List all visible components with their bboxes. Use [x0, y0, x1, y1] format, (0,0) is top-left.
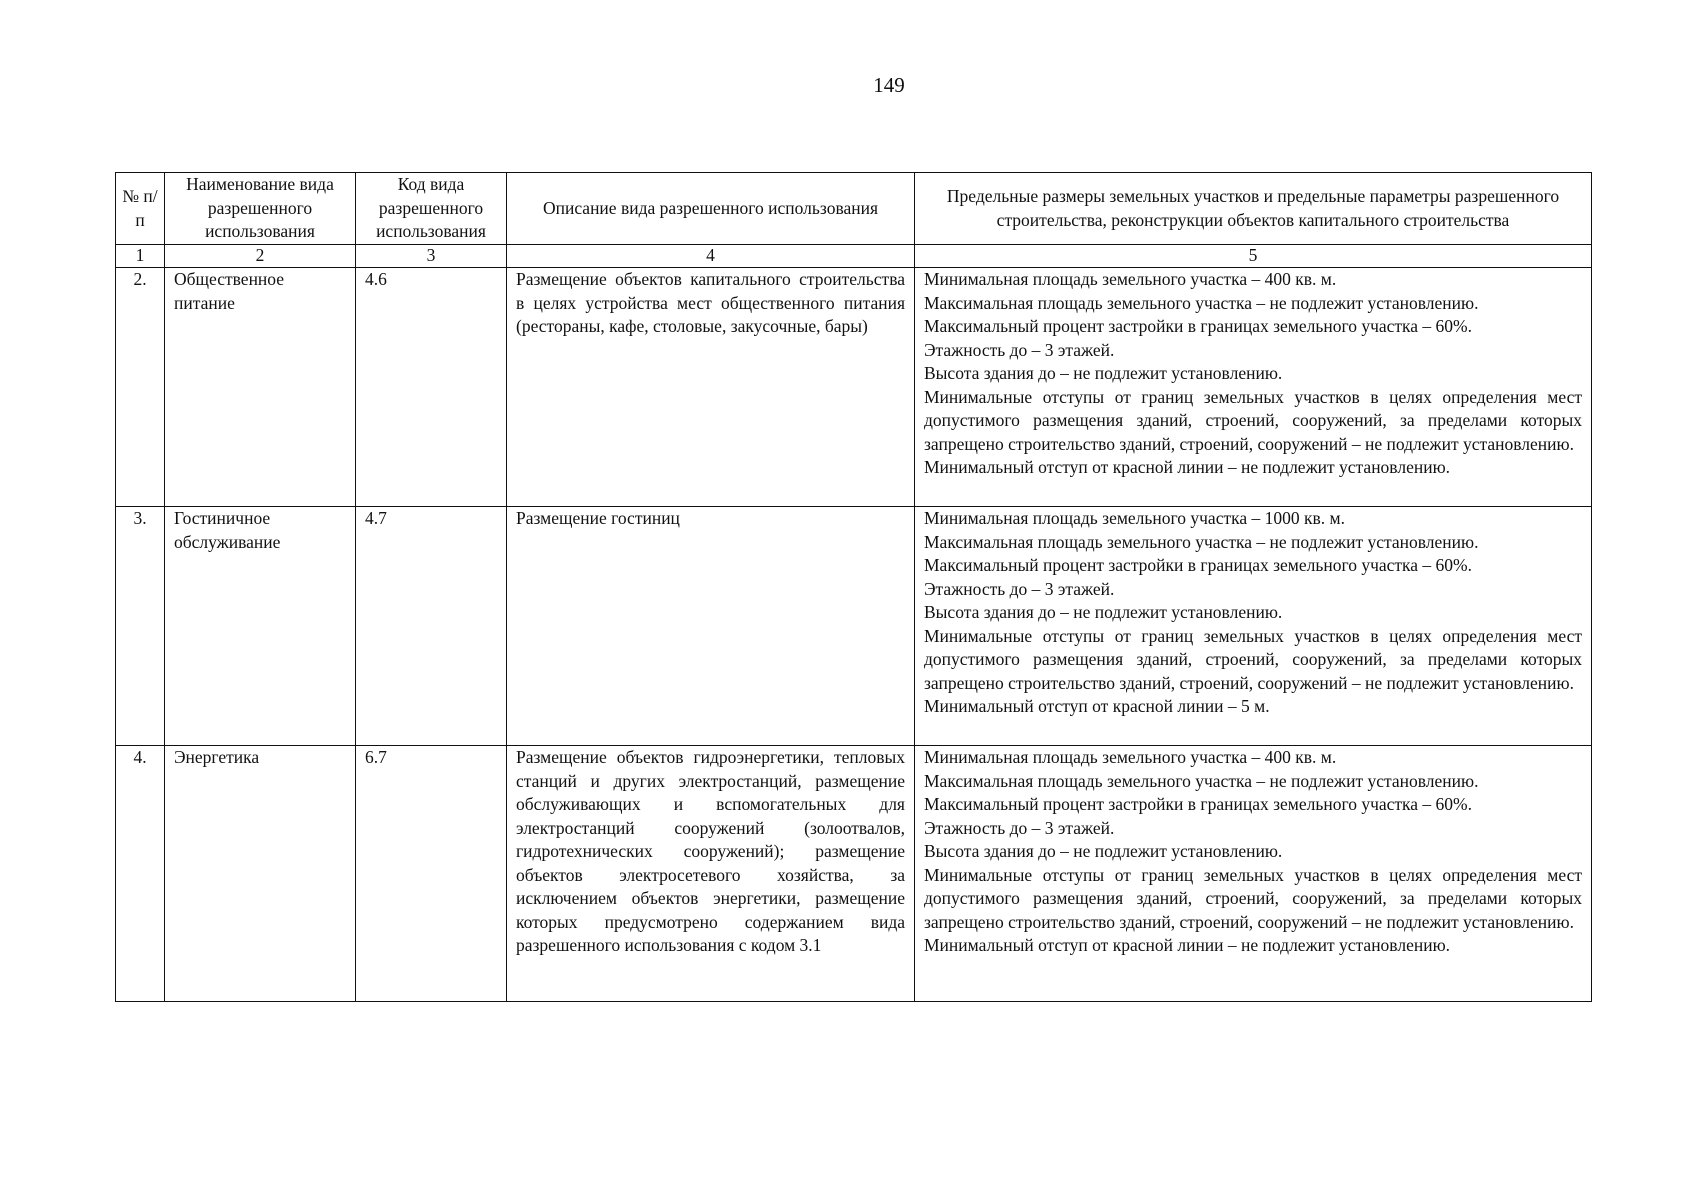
page-number: 149 [873, 73, 905, 97]
table-row [116, 746, 1592, 1002]
param-line: Максимальная площадь земельного участка – не подлежит установлению. [924, 770, 1479, 791]
use-code: 6.7 [356, 746, 507, 1002]
use-code: 4.6 [356, 268, 507, 507]
param-line: Минимальная площадь земельного участка – 400 кв. м. [924, 269, 1337, 289]
column-number: 4 [507, 245, 915, 268]
param-line: Максимальный процент застройки в границах земельного участка – 60%. [924, 794, 1473, 814]
header-name: Наименование вида разрешенного использования [165, 173, 356, 245]
use-params [915, 507, 1592, 746]
land-use-table [115, 172, 1592, 1002]
param-line: Этажность до – 3 этажей. [924, 817, 1115, 838]
row-number: 2. [116, 268, 165, 507]
header-description: Описание вида разрешенного использования [507, 173, 915, 245]
table-row [116, 268, 1592, 507]
param-line: Минимальные отступы от границ земельных участков в целях определения мест допустимого размещения зданий, строений, сооружений, за пределами которых запрещено строительство зданий, строений, сооружений – не подлежит установлению. [924, 625, 1582, 693]
param-line: Минимальные отступы от границ земельных участков в целях определения мест допустимого размещения зданий, строений, сооружений, за пределами которых запрещено строительство зданий, строений, сооружений – не подлежит установлению. [924, 864, 1582, 932]
table-row [116, 507, 1592, 746]
param-line: Минимальный отступ от красной линии – 5 м. [924, 696, 1270, 716]
use-params [915, 268, 1592, 507]
param-line: Максимальный процент застройки в границах земельного участка – 60%. [924, 555, 1473, 575]
param-line: Минимальная площадь земельного участка – 400 кв. м. [924, 747, 1337, 767]
column-number: 2 [165, 245, 356, 268]
param-line: Минимальная площадь земельного участка – 1000 кв. м. [924, 508, 1345, 528]
param-line: Максимальная площадь земельного участка – не подлежит установлению. [924, 531, 1479, 552]
use-description: Размещение объектов гидроэнергетики, тепловых станций и других электростанций, размещение обслуживающих и вспомогательных для электростанций сооружений (золоотвалов, гидротехнических сооружений); размещение объектов электросетевого хозяйства, за исключением объектов энергетики, размещение которых предусмотрено содержанием вида разрешенного использования с кодом 3.1 [507, 746, 915, 1002]
param-line: Этажность до – 3 этажей. [924, 339, 1115, 360]
header-row [116, 173, 1592, 245]
column-number: 1 [116, 245, 165, 268]
param-line: Этажность до – 3 этажей. [924, 578, 1115, 599]
param-line: Минимальный отступ от красной линии – не подлежит установлению. [924, 935, 1451, 955]
param-line: Высота здания до – не подлежит установлению. [924, 841, 1283, 861]
column-number: 5 [915, 245, 1592, 268]
row-number: 4. [116, 746, 165, 1002]
param-line: Минимальные отступы от границ земельных участков в целях определения мест допустимого размещения зданий, строений, сооружений, за пределами которых запрещено строительство зданий, строений, сооружений – не подлежит установлению. [924, 386, 1582, 454]
param-line: Максимальная площадь земельного участка – не подлежит установлению. [924, 292, 1479, 313]
header-num: № п/п [116, 173, 165, 245]
row-number: 3. [116, 507, 165, 746]
param-line: Максимальный процент застройки в границах земельного участка – 60%. [924, 316, 1473, 336]
column-number-row [116, 245, 1592, 268]
use-code: 4.7 [356, 507, 507, 746]
use-name: Гостиничное обслуживание [165, 507, 356, 746]
header-code: Код вида разрешенного использования [356, 173, 507, 245]
use-description: Размещение объектов капитального строительства в целях устройства мест общественного питания (рестораны, кафе, столовые, закусочные, бары) [507, 268, 915, 507]
use-name: Общественное питание [165, 268, 356, 507]
param-line: Высота здания до – не подлежит установлению. [924, 363, 1283, 383]
column-number: 3 [356, 245, 507, 268]
param-line: Минимальный отступ от красной линии – не подлежит установлению. [924, 457, 1451, 477]
param-line: Высота здания до – не подлежит установлению. [924, 602, 1283, 622]
use-params [915, 746, 1592, 1002]
use-name: Энергетика [165, 746, 356, 1002]
header-params: Предельные размеры земельных участков и предельные параметры разрешенного строительства, реконструкции объектов капитального строительства [915, 173, 1592, 245]
use-description: Размещение гостиниц [507, 507, 915, 746]
